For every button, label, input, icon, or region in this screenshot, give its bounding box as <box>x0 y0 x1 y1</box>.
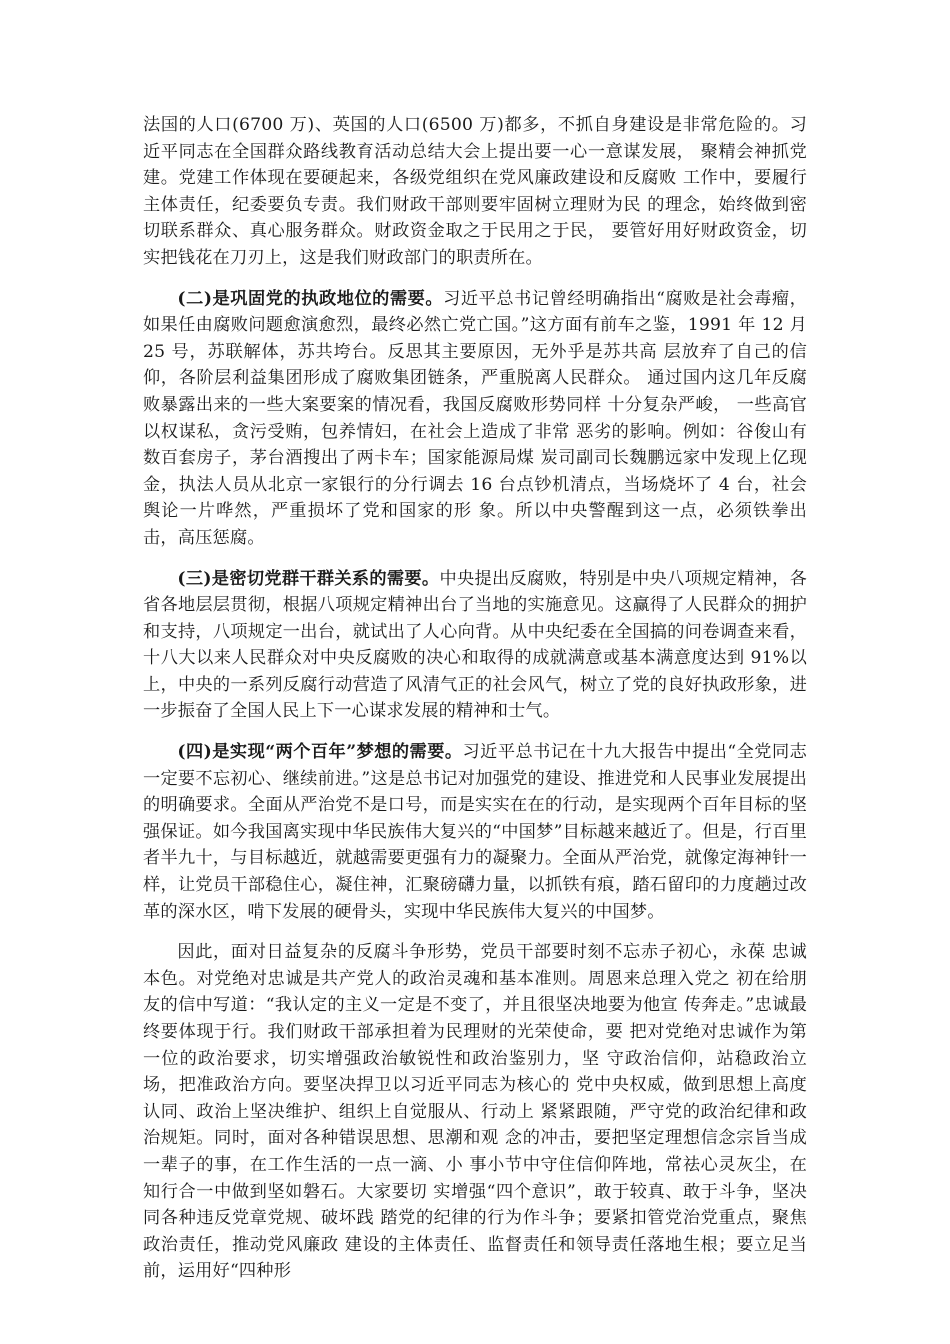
paragraph-text: 中央提出反腐败，特别是中央八项规定精神，各省各地层层贯彻，根据八项规定精神出台了当地的实施意见。这赢得了人民群众的拥护和支持，八项规定一出台，就试出了人心向背。从中央纪委在全国搞的问卷调查来看，十八大以来人民群众对中央反腐败的决心和取得的成就满意或基本满意度达到 91%以上，中央的一系列反腐行动营造了风清气正的社会风气，树立了党的良好执政形象，进一步振奋了全国人民上下一心谋求发展的精神和士气。 <box>143 568 808 722</box>
paragraph-population-party-building <box>143 112 807 272</box>
document-body <box>143 112 807 1299</box>
paragraph-consolidate-ruling-position <box>143 286 807 552</box>
paragraph-text: 习近平总书记在十九大报告中提出“全党同志一定要不忘初心、继续前进。”这是总书记对加强党的建设、推进党和人民事业发展提出的明确要求。全面从严治党不是口号，而是实实在在的行动，是实现两个百年目标的坚强保证。如今我国离实现中华民族伟大复兴的“中国梦”目标越来越近了。但是，行百里者半九十，与目标越近，就越需要更强有力的凝聚力。全面从严治党，就像定海神针一样，让党员干部稳住心，凝住神，汇聚磅礴力量，以抓铁有痕，踏石留印的力度趟过改革的深水区，啃下发展的硬骨头，实现中华民族伟大复兴的中国梦。 <box>143 742 807 922</box>
paragraph-two-centenary-goals <box>143 739 807 925</box>
paragraph-text: 习近平总书记曾经明确指出“腐败是社会毒瘤，如果任由腐败问题愈演愈烈，最终必然亡党亡国。”这方面有前车之鉴，1991 年 12 月 25 号，苏联解体，苏共垮台。反思其主要原因，无外乎是苏共高 层放弃了自己的信仰，各阶层利益集团形成了腐败集团链条，严重脱离人民群众。 通过国内这几年反腐败暴露出来的一些大案要案的情况看，我国反腐败形势同样 十分复杂严峻， 一些高官以权谋私，贪污受贿，包养情妇，在社会上造成了非常 恶劣的影响。例如：谷俊山有数百套房子，茅台酒搜出了两卡车；国家能源局煤 炭司副司长魏鹏远家中发现上亿现金，执法人员从北京一家银行的分行调去 16 台点钞机清点，当场烧坏了 4 台，社会舆论一片哗然，严重损坏了党和国家的形 象。所以中央警醒到这一点，必须铁拳出击，高压惩腐。 <box>143 288 807 548</box>
paragraph-lead-heading: (四)是实现“两个百年”梦想的需要。 <box>177 742 463 763</box>
paragraph-text: 因此，面对日益复杂的反腐斗争形势，党员干部要时刻不忘赤子初心，永葆 忠诚本色。对党绝对忠诚是共产党人的政治灵魂和基本准则。周恩来总理入党之 初在给朋友的信中写道：“我认定的主义一定是不变了，并且很坚决地要为他宣 传奔走。”忠诚最终要体现于行。我们财政干部承担着为民理财的光荣使命，要 把对党绝对忠诚作为第一位的政治要求，切实增强政治敏锐性和政治鉴别力，坚 守政治信仰，站稳政治立场，把准政治方向。要坚决捍卫以习近平同志为核心的 党中央权威，做到思想上高度认同、政治上坚决维护、组织上自觉服从、行动上 紧紧跟随，严守党的政治纪律和政治规矩。同时，面对各种错误思想、思潮和观 念的冲击，要把坚定理想信念宗旨当成一辈子的事，在工作生活的一点一滴、小 事小节中守住信仰阵地，常祛心灵灰尘，在知行合一中做到坚如磐石。大家要切 实增强“四个意识”，敢于较真、敢于斗争，坚决同各种违反党章党规、破坏践 踏党的纪律的行为作斗争；要紧扣管党治党重点，聚焦政治责任，推动党风廉政 建设的主体责任、监督责任和领导责任落地生根；要立足当前，运用好“四种形 <box>143 942 807 1282</box>
paragraph-text: 法国的人口(6700 万)、英国的人口(6500 万)都多，不抓自身建设是非常危险的。习近平同志在全国群众路线教育活动总结大会上提出要一心一意谋发展， 聚精会神抓党建。党建工作体现在要硬起来，各级党组织在党风廉政建设和反腐败 工作中，要履行主体责任，纪委要负专责。我们财政干部则要牢固树立理财为民 的理念，始终做到密切联系群众、真心服务群众。财政资金取之于民用之于民， 要管好用好财政资金，切实把钱花在刀刃上，这是我们财政部门的职责所在。 <box>143 115 807 268</box>
paragraph-party-masses-relations <box>143 566 807 726</box>
paragraph-lead-heading: (二)是巩固党的执政地位的需要。 <box>177 288 444 309</box>
paragraph-loyalty-conclusion <box>143 939 807 1285</box>
paragraph-lead-heading: (三)是密切党群干群关系的需要。 <box>177 568 440 589</box>
